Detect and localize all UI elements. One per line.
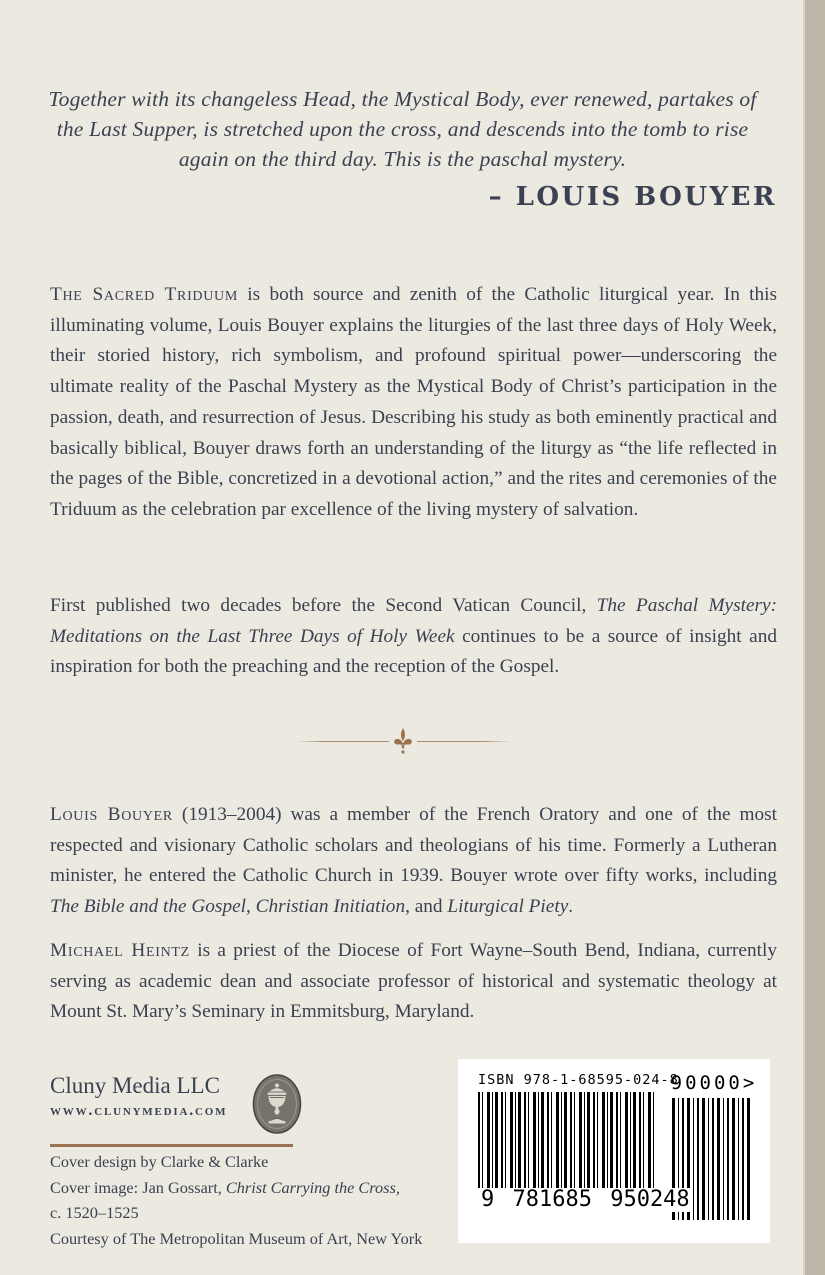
epigraph-quote: Together with its changeless Head, the Mystical Body, ever renewed, partakes of the Last Supper, is stretched upon the cross, and descends into the tomb to rise again on the third day. This is the paschal mystery.: [48, 87, 757, 171]
cluny-media-chalice-logo-icon: [252, 1074, 302, 1134]
book-edge-strip: [803, 0, 825, 1275]
credit-image: Cover image: Jan Gossart, Christ Carrying the Cross,: [50, 1177, 400, 1197]
bio-michael-heintz: Michael Heintz is a priest of the Diocese of Fort Wayne–South Bend, Indiana, currently serving as academic dean and associate professor of historical and systematic theology at Mount St. Mary’s Seminary in Emmitsburg, Maryland.: [50, 940, 777, 1023]
epigraph-block: [0, 84, 805, 174]
barcode-main: [478, 1072, 690, 1243]
divider-line-left: [295, 741, 389, 742]
barcode-digits: 9 781685 950248: [478, 1188, 693, 1212]
synopsis-paragraph-1: The Sacred Triduum is both source and zenith of the Catholic liturgical year. In this illuminating volume, Louis Bouyer explains the liturgies of the last three days of Holy Week, their storied history, rich symbolism, and profound spiritual power—underscoring the ultimate reality of the Paschal Mystery as the Mystical Body of Christ’s participation in the passion, death, and resurrection of Jesus. Describing his study as both eminently practical and basically biblical, Bouyer draws forth an understanding of the liturgy as “the life reflected in the pages of the Bible, concretized in a devotional action,” and the rites and ceremonies of the Triduum as the celebration par excellence of the living mystery of salvation.: [50, 284, 778, 520]
publisher-block: [50, 1072, 302, 1147]
publisher-name: Cluny Media LLC: [50, 1073, 220, 1098]
isbn-label: ISBN 978-1-68595-024-8: [478, 1072, 679, 1088]
epigraph-attribution: – LOUIS BOUYER: [488, 182, 777, 212]
divider-line-right: [417, 741, 511, 742]
fleur-de-lis-icon: [393, 728, 413, 754]
bio-louis-bouyer: Louis Bouyer (1913–2004) was a member of the French Oratory and one of the most respected and visionary Catholic scholars and theologians of his time. Formerly a Lutheran minister, he entered the Catholic Church in 1939. Bouyer wrote over fifty works, including The Bible and the Gospel, Christian Initiation, and Liturgical Piety.: [50, 804, 777, 918]
publisher-rule: [50, 1144, 293, 1147]
barcode-panel: [458, 1059, 770, 1243]
ornament-divider: [0, 728, 805, 754]
credit-image-date: c. 1520–1525: [50, 1203, 139, 1222]
credit-design: Cover design by Clarke & Clarke: [50, 1152, 269, 1171]
synopsis-paragraph-2: First published two decades before the Second Vatican Council, The Paschal Mystery: Meditations on the Last Three Days of Holy Week continues to be a source of insight and inspiration for both the preaching and the reception of the Gospel.: [50, 595, 778, 678]
credit-courtesy: Courtesy of The Metropolitan Museum of Art, New York: [50, 1228, 423, 1248]
barcode-addon-code: 90000>: [670, 1072, 758, 1094]
publisher-website: www.clunymedia.com: [50, 1102, 228, 1119]
cover-credits: [50, 1149, 450, 1251]
barcode-addon: [668, 1072, 760, 1243]
